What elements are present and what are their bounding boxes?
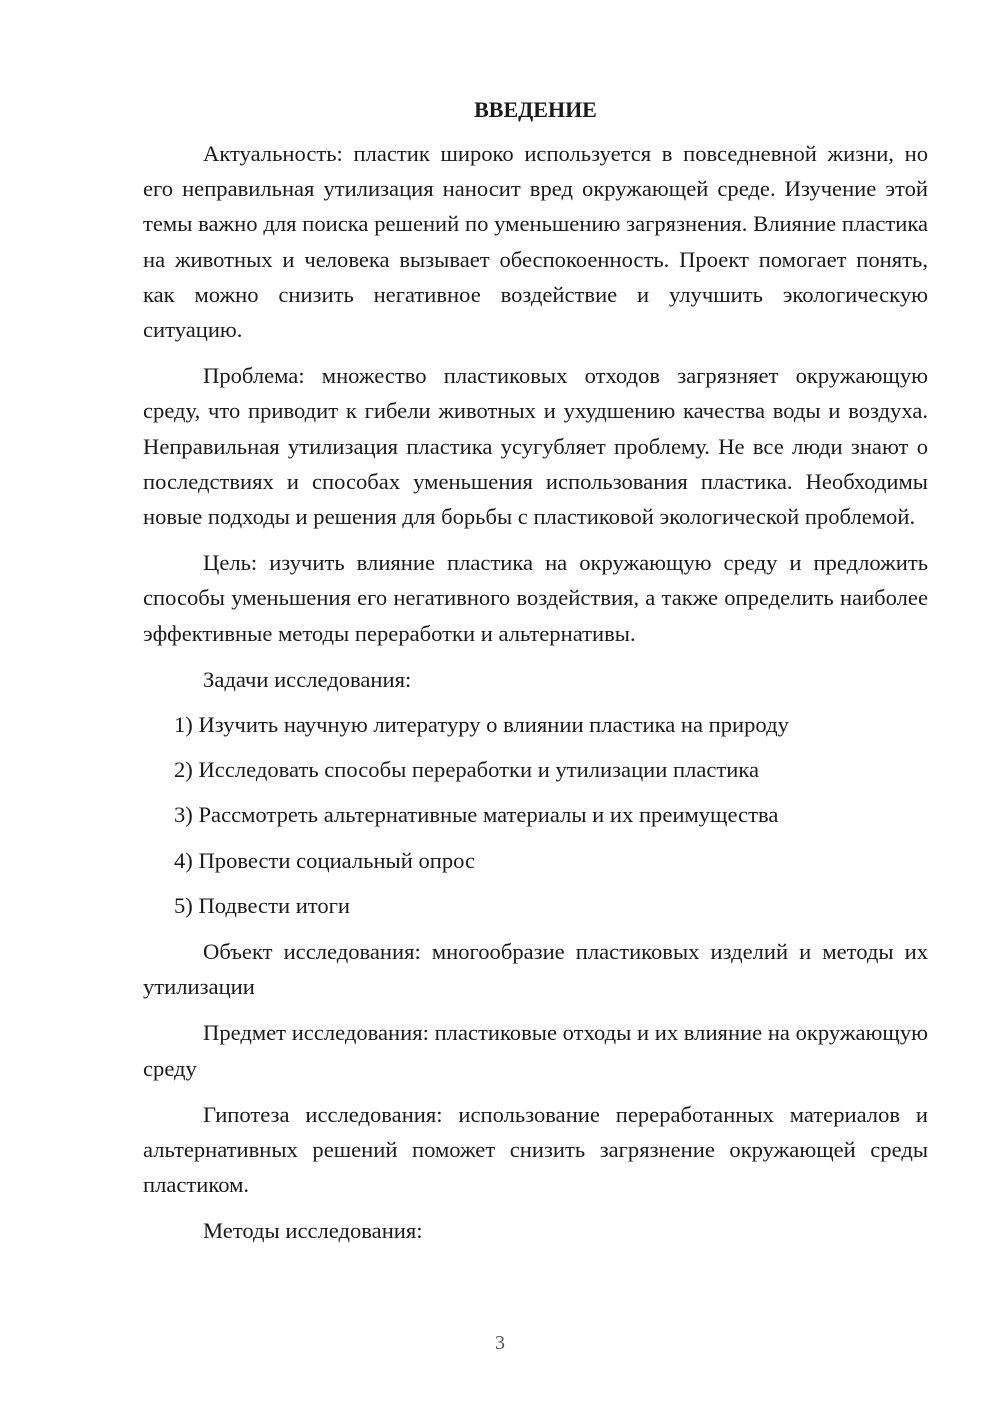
task-item-2: 2) Исследовать способы переработки и утилизации пластика	[174, 757, 760, 783]
goal-paragraph: Цель: изучить влияние пластика на окружающую среду и предложить способы уменьшения его негативного воздействия, а также определить наиболее эффективные методы переработки и альтернативы.	[143, 550, 928, 646]
methods-title: Методы исследования:	[203, 1218, 423, 1244]
task-item-1: 1) Изучить научную литературу о влиянии пластика на природу	[174, 712, 789, 738]
relevance-paragraph: Актуальность: пластик широко используется в повседневной жизни, но его неправильная утилизация наносит вред окружающей среде. Изучение этой темы важно для поиска решений по уменьшению загрязнения. Влияние пластика на животных и человека вызывает обеспокоенность. Проект помогает понять, как можно снизить негативное воздействие и улучшить экологическую ситуацию.	[143, 141, 928, 343]
section-heading: ВВЕДЕНИЕ	[474, 97, 597, 122]
tasks-title: Задачи исследования:	[203, 666, 412, 692]
problem-paragraph: Проблема: множество пластиковых отходов загрязняет окружающую среду, что приводит к гибели животных и ухудшению качества воды и воздуха. Неправильная утилизация пластика усугубляет проблему. Не все люди знают о последствиях и способах уменьшения использования пластика. Необходимы новые подходы и решения для борьбы с пластиковой экологической проблемой.	[143, 363, 928, 530]
task-item-3: 3) Рассмотреть альтернативные материалы и их преимущества	[174, 802, 779, 828]
page-number: 3	[495, 1332, 505, 1354]
object-paragraph: Объект исследования: многообразие пластиковых изделий и методы их утилизации	[143, 939, 928, 1000]
hypothesis-paragraph: Гипотеза исследования: использование переработанных материалов и альтернативных решений поможет снизить загрязнение окружающей среды пластиком.	[143, 1101, 928, 1198]
subject-paragraph: Предмет исследования: пластиковые отходы и их влияние на окружающую среду	[143, 1020, 928, 1081]
task-item-5: 5) Подвести итоги	[174, 892, 351, 918]
page-content	[143, 92, 928, 1249]
task-item-4: 4) Провести социальный опрос	[174, 847, 476, 873]
